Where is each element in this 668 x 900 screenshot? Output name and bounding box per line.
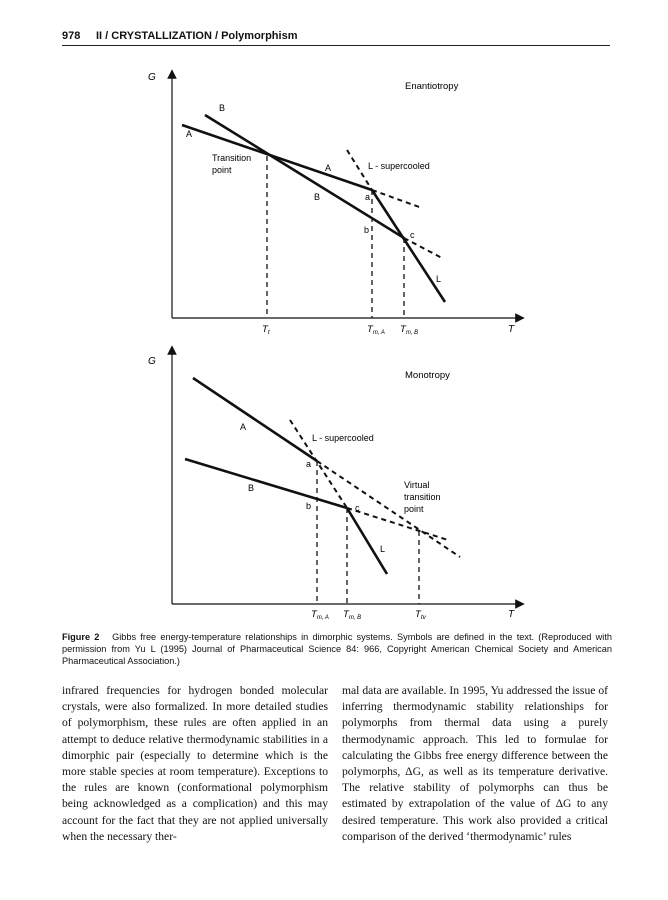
- bottom-label-b: B: [248, 483, 255, 493]
- bottom-label-liquid: L: [380, 544, 386, 554]
- top-label-point-b: b: [364, 225, 370, 235]
- bottom-label-virtual: Virtual transition point: [404, 480, 441, 514]
- top-tick-tma: $T_{m, A}$: [367, 324, 385, 336]
- caption-label: Figure 2: [62, 632, 100, 642]
- bottom-tick-tmb: $T_{m, B}$: [343, 609, 362, 621]
- top-label-b-mid: B: [314, 192, 321, 202]
- bottom-label-a: A: [240, 422, 247, 432]
- top-label-point-c: c: [410, 230, 415, 240]
- bottom-title: Monotropy: [405, 370, 450, 381]
- top-y-label: G: [148, 72, 156, 83]
- body-right-column: mal data are available. In 1995, Yu addressed the issue of inferring thermodynamic stability relationships for polymorphs from thermal data using a purely thermodynamic approach. This led to formulae for calculating the Gibbs free energy difference between the polymorphs, ΔG, as well as its temperature derivative. The relative stability of polymorphs can thus be estimated by extrapolation of the value of ΔG to any desired temperature. This work also provided a critical comparison of the derived ‘thermodynamic’ rules: [342, 684, 608, 843]
- monotropy-panel: [148, 350, 520, 621]
- top-label-liquid-supercooled: L - supercooled: [368, 161, 430, 171]
- top-title: Enantiotropy: [405, 81, 459, 92]
- caption-text: Gibbs free energy-temperature relationships in dimorphic systems. Symbols are defined in the text. (Reproduced with permission from Yu L (1995) Journal of Pharmaceutical Science 84: 966, Copyright American Chemical Society and American Pharmaceutical Association.): [62, 632, 612, 667]
- figure-caption: [62, 631, 612, 668]
- bottom-label-liquid-supercooled: L - supercooled: [312, 433, 374, 443]
- bottom-a-extension: [317, 461, 460, 557]
- enantiotropy-panel: [148, 72, 520, 336]
- bottom-y-label: G: [148, 356, 156, 367]
- top-label-a-left: A: [186, 129, 193, 139]
- page-number: 978: [62, 30, 81, 42]
- top-x-label: T: [508, 324, 515, 335]
- top-curve-a: [182, 125, 372, 190]
- bottom-label-point-b: b: [306, 501, 312, 511]
- top-label-transition: Transition point: [212, 153, 252, 175]
- top-label-liquid: L: [436, 274, 442, 284]
- top-label-b-upper: B: [219, 103, 226, 113]
- top-label-point-a: a: [365, 192, 371, 202]
- bottom-curve-b: [185, 459, 347, 508]
- bottom-label-point-c: c: [355, 503, 360, 513]
- bottom-x-label: T: [508, 609, 515, 620]
- bottom-tick-tma: $T_{m, A}$: [311, 609, 329, 621]
- top-curve-liquid: [372, 190, 445, 302]
- top-label-a-mid: A: [325, 163, 332, 173]
- bottom-label-point-a: a: [306, 459, 312, 469]
- top-tick-tt: $T_t$: [262, 324, 270, 336]
- bottom-tick-ttv: $T_{tv}$: [415, 609, 426, 621]
- bottom-curve-liquid: [347, 508, 387, 574]
- top-a-extension: [372, 190, 422, 208]
- running-title: II / CRYSTALLIZATION / Polymorphism: [96, 30, 298, 42]
- top-curve-b: [205, 115, 404, 238]
- body-left-column: infrared frequencies for hydrogen bonded molecular crystals, were also formalized. In more detailed studies of polymorphism, these rules are often applied in an attempt to deduce relative thermodynamic stabilities in a dimorphic pair (especially to determine which is the more stable species at room temperature). Exceptions to the rules are known (conformational polymorphism being acknowledged as a complication) and this may account for the fact that they are not applied universally when the necessary ther-: [62, 684, 328, 843]
- bottom-curve-a: [193, 378, 317, 461]
- top-tick-tmb: $T_{m, B}$: [400, 324, 419, 336]
